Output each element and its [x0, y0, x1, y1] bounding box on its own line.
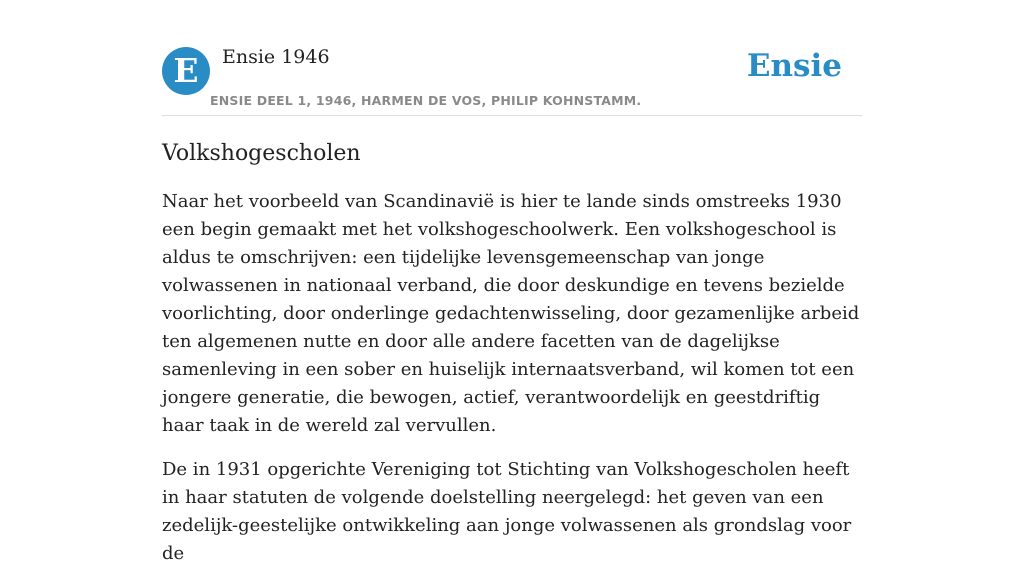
source-title[interactable]: Ensie 1946 — [222, 46, 330, 68]
article-title: Volkshogescholen — [162, 141, 361, 166]
brand-logo[interactable]: Ensie — [746, 48, 842, 84]
source-meta: ENSIE DEEL 1, 1946, HARMEN DE VOS, PHILIP KOHNSTAMM. — [210, 93, 642, 108]
article-paragraph-1: Naar het voorbeeld van Scandinavië is hier te lande sinds omstreeks 1930 een begin gemaakt met het volkshogeschoolwerk. Een volkshogeschool is aldus te omschrijven: een tijdelijke levensgemeenschap van jonge volwassenen in nationaal verband, die door deskundige en tevens bezielde voorlichting, door onderlinge gedachtenwisseling, door gezamenlijke arbeid ten algemenen nutte en door alle andere facetten van de dagelijkse samenleving in een sober en huiselijk internaatsverband, wil komen tot een jongere generatie, die bewogen, actief, verantwoordelijk en geestdriftig haar taak in de wereld zal vervullen. — [162, 191, 860, 436]
source-header — [162, 45, 862, 116]
article — [162, 137, 862, 568]
ensie-logo-icon[interactable]: E — [162, 47, 210, 95]
article-paragraph-2: De in 1931 opgerichte Vereniging tot Stichting van Volkshogescholen heeft in haar statuten de volgende doelstelling neergelegd: het geven van een zedelijk-geestelijke ontwikkeling aan jonge volwassenen als grondslag voor de — [162, 459, 852, 564]
